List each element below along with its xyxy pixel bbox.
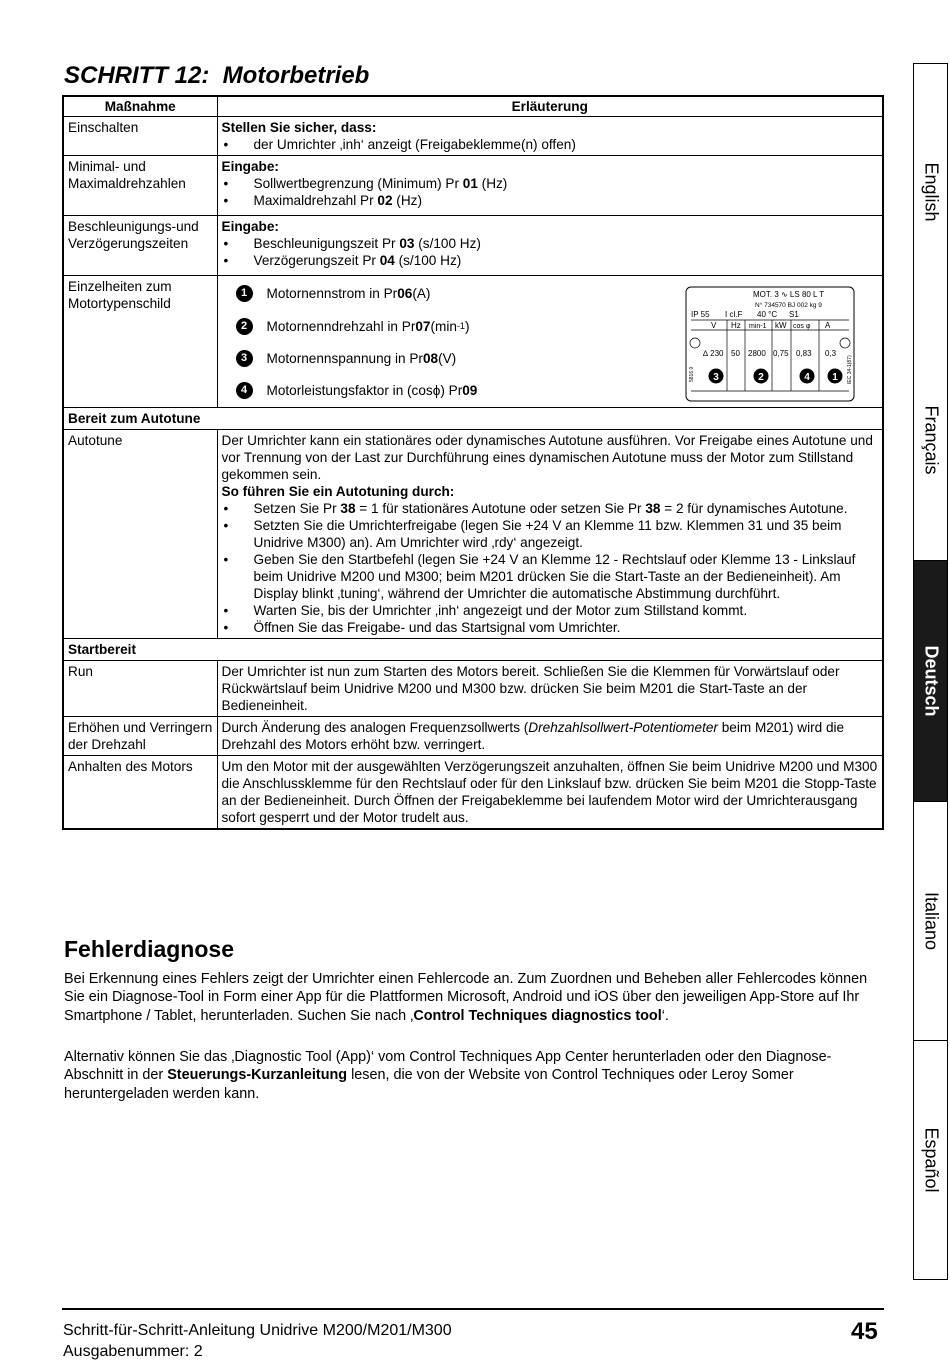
table-row (63, 430, 883, 639)
row-label: Erhöhen und Verringern der Drehzahl (63, 717, 217, 756)
svg-text:0,3: 0,3 (824, 349, 836, 358)
svg-text:4: 4 (803, 372, 810, 383)
tab-espanol[interactable]: Español (913, 1041, 948, 1280)
row-content (217, 216, 883, 276)
svg-text:0,75: 0,75 (772, 349, 789, 358)
number-badge: 1 (236, 285, 253, 302)
table-row (63, 717, 883, 756)
tab-francais[interactable]: Français (913, 320, 948, 561)
column-header: Maßnahme (63, 96, 217, 117)
section-heading: Startbereit (63, 639, 883, 661)
table-row (63, 276, 883, 408)
svg-text:2: 2 (757, 372, 764, 383)
list-item: 4 Motorleistungsfaktor in (cos ϕ ) Pr 09 (236, 382, 478, 399)
list-item: • Maximaldrehzahl Pr 02 (Hz) (222, 192, 879, 209)
list-item: 2 Motornenndrehzahl in Pr 07 (min -1 ) (236, 318, 470, 335)
row-content (217, 156, 883, 216)
tab-english[interactable]: English (913, 63, 948, 321)
row-text: Der Umrichter kann ein stationäres oder dynamisches Autotune ausführen. Vor Freigabe eines Autotune und vor Trennung von der Last zur Durchführung eines dynamischen Autotune muss der Motor zum Stillstand gekommen sein. (221, 433, 873, 482)
row-label: Beschleunigungs-und Verzögerungszeiten (63, 216, 217, 276)
footer-divider (62, 1308, 884, 1310)
table-row (63, 156, 883, 216)
svg-text:IEC 34-1(87): IEC 34-1(87) (846, 355, 853, 384)
row-heading: Eingabe: (221, 159, 279, 174)
motor-nameplate-illustration (685, 286, 855, 402)
list-item: • Setzen Sie Pr 38 = 1 für stationäres Autotune oder setzen Sie Pr 38 = 2 für dynamisches Autotune. (222, 500, 879, 517)
list-item: 3 Motornennspannung in Pr 08 (V) (236, 350, 457, 367)
list-item: 1 Motornennstrom in Pr 06 (A) (236, 285, 431, 302)
tab-italiano[interactable]: Italiano (913, 802, 948, 1041)
page-title: SCHRITT 12: Motorbetrieb (64, 62, 370, 89)
table-row (63, 117, 883, 156)
row-content (217, 430, 883, 639)
svg-text:N° 734570 BJ 002 kg 9: N° 734570 BJ 002 kg 9 (754, 302, 822, 309)
table-row (63, 216, 883, 276)
table-header-row (63, 96, 883, 117)
steps-table (62, 95, 884, 830)
row-text: Durch Änderung des analogen Frequenzsollwerts (Drehzahlsollwert-Potentiometer beim M201) wird die Drehzahl des Motors erhöht bzw. verringert. (217, 717, 883, 756)
row-heading: Eingabe: (221, 219, 279, 234)
svg-text:IP 55: IP 55 (690, 310, 710, 319)
row-label: Anhalten des Motors (63, 756, 217, 830)
row-label: Run (63, 661, 217, 717)
tab-deutsch[interactable]: Deutsch (913, 561, 948, 802)
svg-text:40 °C: 40 °C (756, 310, 777, 319)
footer-title: Schritt-für-Schritt-Anleitung Unidrive M200/M201/M300 (63, 1322, 452, 1339)
svg-text:50: 50 (730, 349, 740, 358)
table-row (63, 661, 883, 717)
svg-text:3: 3 (712, 372, 719, 383)
section-row (63, 639, 883, 661)
svg-text:kW: kW (774, 321, 787, 330)
svg-text:1: 1 (831, 372, 838, 383)
row-label: Autotune (63, 430, 217, 639)
svg-text:S1: S1 (788, 310, 799, 319)
svg-text:2800: 2800 (747, 349, 766, 358)
row-content (217, 117, 883, 156)
row-label: Einzelheiten zum Motortypenschild (63, 276, 217, 408)
number-badge: 2 (236, 318, 253, 335)
language-tabs (913, 63, 948, 1280)
row-text: Um den Motor mit der ausgewählten Verzögerungszeit anzuhalten, öffnen Sie beim Unidrive M200 und M300 die Anschlussklemme für den Rechtslauf oder für den Linkslauf bzw. drücken Sie beim M201 die Stopp-Taste an der Bedieneinheit. Durch Öffnen der Freigabeklemme bei laufendem Motor wird der Umrichterausgang sofort gesperrt und der Motor trudelt aus. (217, 756, 883, 830)
paragraph: Alternativ können Sie das ‚Diagnostic Tool (App)‘ vom Control Techniques App Center herunterladen oder den Diagnose-Abschnitt in der Steuerungs-Kurzanleitung lesen, die von der Website von Control Techniques oder Leroy Somer heruntergeladen werden kann. (64, 1049, 832, 1102)
svg-text:MOT. 3 ∿ LS 80 L T: MOT. 3 ∿ LS 80 L T (752, 290, 824, 299)
footer-edition: Ausgabenummer: 2 (63, 1343, 203, 1360)
paragraph: Bei Erkennung eines Fehlers zeigt der Umrichter einen Fehlercode an. Zum Zuordnen und Beheben aller Fehlercodes können Sie ein Diagnose-Tool in Form einer App für die Plattformen Microsoft, Android und iOS über den jeweiligen App-Store auf Ihr Smartphone / Tablet, herunterladen. Suchen Sie nach ‚Control Techniques diagnostics tool‘. (64, 971, 868, 1024)
table-row (63, 756, 883, 830)
svg-text:Hz: Hz (730, 321, 741, 330)
number-badge: 4 (236, 382, 253, 399)
section-row (63, 408, 883, 430)
row-heading: So führen Sie ein Autotuning durch: (221, 484, 455, 499)
section-title: Fehlerdiagnose (64, 936, 234, 962)
column-header: Erläuterung (217, 96, 883, 117)
svg-text:A: A (824, 321, 830, 330)
svg-text:min-1: min-1 (748, 323, 767, 330)
svg-text:I cl.F: I cl.F (724, 310, 742, 319)
row-text: Der Umrichter ist nun zum Starten des Motors bereit. Schließen Sie die Klemmen für Vorwärtslauf oder Rückwärtslauf beim Unidrive M200 und M300 bzw. drücken Sie beim M201 die Start-Taste an der Bedieneinheit. (217, 661, 883, 717)
svg-text:V: V (710, 321, 716, 330)
svg-text:cos φ: cos φ (792, 323, 810, 330)
svg-text:∆ 230: ∆ 230 (702, 349, 723, 358)
page-number: 45 (851, 1318, 878, 1345)
nameplate-cell (217, 276, 883, 408)
list-item: • Verzögerungszeit Pr 04 (s/100 Hz) (222, 252, 879, 269)
list-item: • Öffnen Sie das Freigabe- und das Startsignal vom Umrichter. (222, 619, 879, 636)
row-heading: Stellen Sie sicher, dass: (221, 120, 377, 135)
svg-text:0,83: 0,83 (795, 349, 812, 358)
list-item: • Beschleunigungszeit Pr 03 (s/100 Hz) (222, 235, 879, 252)
row-label: Minimal- und Maximaldrehzahlen (63, 156, 217, 216)
list-item: • Setzten Sie die Umrichterfreigabe (legen Sie +24 V an Klemme 11 bzw. Klemmen 31 und 35 beim Unidrive M300) an). Am Umrichter wird ‚rdy‘ angezeigt. (222, 517, 879, 551)
svg-text:5816 0: 5816 0 (688, 366, 695, 382)
section-heading: Bereit zum Autotune (63, 408, 883, 430)
row-label: Einschalten (63, 117, 217, 156)
list-item: • Geben Sie den Startbefehl (legen Sie +24 V an Klemme 12 - Rechtslauf oder Klemme 13 - Linkslauf beim Unidrive M200 und M300; beim M201 drücken Sie die Start-Taste an der Bedieneinheit). Am Display blinkt ‚tuning‘, während der Umrichter die automatische Abstimmung durchführt. (222, 551, 879, 602)
list-item: • Warten Sie, bis der Umrichter ‚inh‘ angezeigt und der Motor zum Stillstand kommt. (222, 602, 879, 619)
list-item: • der Umrichter ‚inh‘ anzeigt (Freigabeklemme(n) offen) (222, 136, 879, 153)
number-badge: 3 (236, 350, 253, 367)
list-item: • Sollwertbegrenzung (Minimum) Pr 01 (Hz) (222, 175, 879, 192)
